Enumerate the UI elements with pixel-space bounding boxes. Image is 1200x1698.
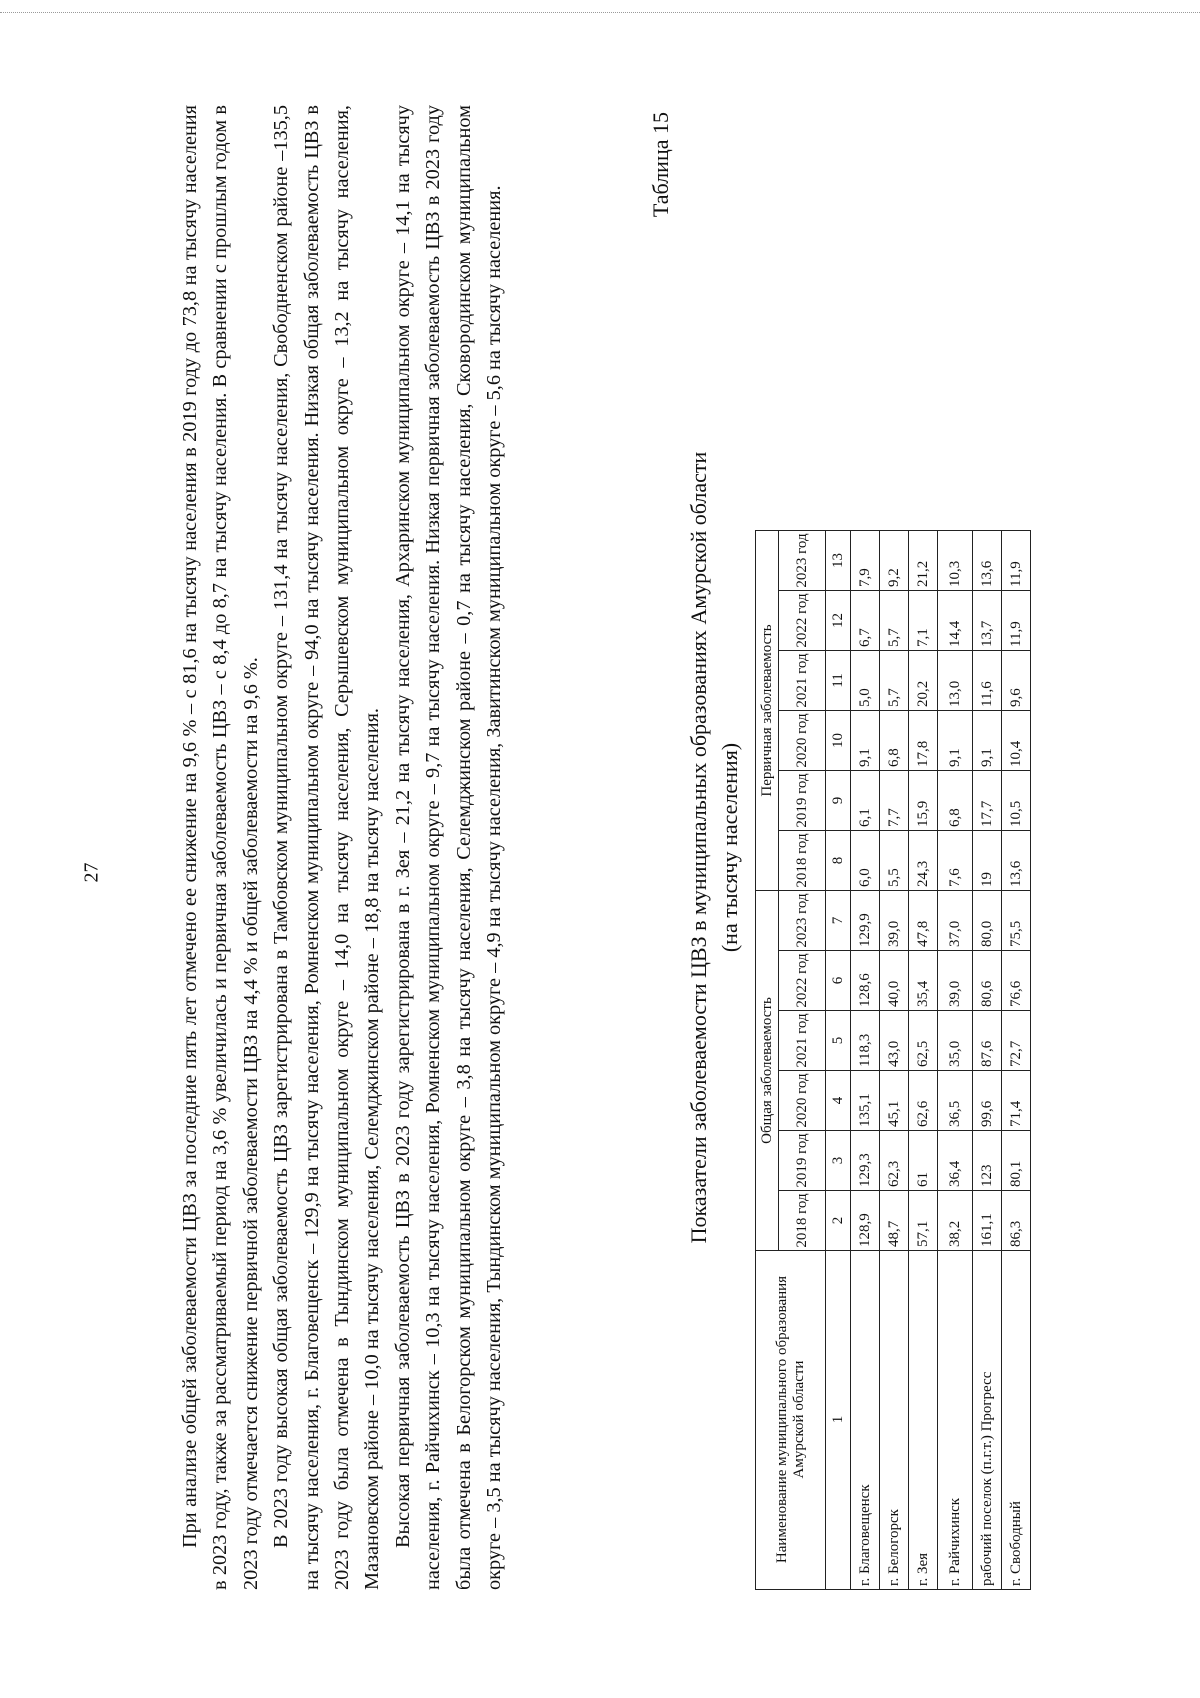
- table-cell: 7,6: [938, 831, 973, 891]
- table-cell: 9,1: [938, 711, 973, 771]
- scan-edge-line: [0, 12, 1200, 13]
- table-cell: 38,2: [938, 1191, 973, 1251]
- body-text: [175, 105, 509, 1590]
- table-cell: 17,7: [973, 771, 1002, 831]
- table-caption-units: (на тысячу населения): [717, 742, 742, 953]
- municipality-name: г. Зея: [909, 1251, 938, 1590]
- paragraph: При анализе общей заболеваемости ЦВЗ за последние пять лет отмечено ее снижение на 9,6 % – с 81,6 на тысячу населения в 2019 году до 73,8 на тысячу населения в 2023 году, также за рассматриваемый период на 3,6 % увеличилась и первичная заболеваемость ЦВЗ – с 8,4 до 8,7 на тысячу населения. В сравнении с прошлым годом в 2023 году отмечается снижение первичной заболеваемости ЦВЗ на 4,4 % и общей заболеваемости на 9,6 %.: [179, 105, 262, 1590]
- primary-morbidity-header: Первичная заболеваемость: [756, 531, 779, 891]
- total-morbidity-header: Общая заболеваемость: [756, 891, 779, 1251]
- table-cell: 9,6: [1002, 651, 1031, 711]
- rotated-page-content: [175, 50, 1125, 1590]
- column-number: 4: [826, 1071, 851, 1131]
- table-cell: 35,4: [909, 951, 938, 1011]
- table-cell: 11,9: [1002, 591, 1031, 651]
- table-column-numbers-row: [826, 531, 851, 1590]
- year-header: 2023 год: [779, 531, 826, 591]
- table-group-header-row: [756, 531, 779, 1590]
- table-cell: 71,4: [1002, 1071, 1031, 1131]
- table-cell: 99,6: [973, 1071, 1002, 1131]
- table-cell: 129,3: [851, 1131, 880, 1191]
- column-number: 8: [826, 831, 851, 891]
- table-cell: 10,3: [938, 531, 973, 591]
- table-cell: 6,8: [938, 771, 973, 831]
- table-row: [973, 531, 1002, 1590]
- table-cell: 17,8: [909, 711, 938, 771]
- table-cell: 80,0: [973, 891, 1002, 951]
- table-cell: 6,1: [851, 771, 880, 831]
- table-cell: 48,7: [880, 1191, 909, 1251]
- table-cell: 40,0: [880, 951, 909, 1011]
- table-cell: 5,7: [880, 591, 909, 651]
- year-header: 2019 год: [779, 771, 826, 831]
- table-cell: 43,0: [880, 1011, 909, 1071]
- table-cell: 9,1: [851, 711, 880, 771]
- table-cell: 36,5: [938, 1071, 973, 1131]
- table-cell: 6,7: [851, 591, 880, 651]
- table-cell: 161,1: [973, 1191, 1002, 1251]
- table-cell: 21,2: [909, 531, 938, 591]
- table-cell: 129,9: [851, 891, 880, 951]
- name-column-header: Наименование муниципального образования Амурской области: [756, 1251, 826, 1590]
- table-cell: 11,6: [973, 651, 1002, 711]
- table-cell: 9,1: [973, 711, 1002, 771]
- table-row: [880, 531, 909, 1590]
- table-caption: [683, 105, 745, 1590]
- table-cell: 62,6: [909, 1071, 938, 1131]
- table-cell: 128,9: [851, 1191, 880, 1251]
- year-header: 2019 год: [779, 1131, 826, 1191]
- table-cell: 6,8: [880, 711, 909, 771]
- table-cell: 80,6: [973, 951, 1002, 1011]
- table-cell: 35,0: [938, 1011, 973, 1071]
- table-cell: 128,6: [851, 951, 880, 1011]
- table-cell: 39,0: [880, 891, 909, 951]
- table-cell: 10,4: [1002, 711, 1031, 771]
- table-cell: 7,7: [880, 771, 909, 831]
- table-cell: 45,1: [880, 1071, 909, 1131]
- table-cell: 6,0: [851, 831, 880, 891]
- column-number: 10: [826, 711, 851, 771]
- table-cell: 5,7: [880, 651, 909, 711]
- table-cell: 15,9: [909, 771, 938, 831]
- morbidity-table: [755, 530, 1031, 1590]
- table-number-label: Таблица 15: [648, 112, 673, 218]
- column-number: 1: [826, 1251, 851, 1590]
- year-header: 2020 год: [779, 1071, 826, 1131]
- column-number: 6: [826, 951, 851, 1011]
- table-cell: 87,6: [973, 1011, 1002, 1071]
- municipality-name: г. Благовещенск: [851, 1251, 880, 1590]
- municipality-name: г. Белогорск: [880, 1251, 909, 1590]
- table-cell: 47,8: [909, 891, 938, 951]
- table-cell: 80,1: [1002, 1131, 1031, 1191]
- table-cell: 19: [973, 831, 1002, 891]
- table-cell: 13,6: [1002, 831, 1031, 891]
- table-cell: 75,5: [1002, 891, 1031, 951]
- table-cell: 13,7: [973, 591, 1002, 651]
- table-cell: 24,3: [909, 831, 938, 891]
- table-cell: 7,1: [909, 591, 938, 651]
- column-number: 2: [826, 1191, 851, 1251]
- table-cell: 36,4: [938, 1131, 973, 1191]
- table-cell: 5,0: [851, 651, 880, 711]
- year-header: 2023 год: [779, 891, 826, 951]
- table-cell: 62,5: [909, 1011, 938, 1071]
- table-cell: 10,5: [1002, 771, 1031, 831]
- table-cell: 62,3: [880, 1131, 909, 1191]
- table-cell: 14,4: [938, 591, 973, 651]
- column-number: 3: [826, 1131, 851, 1191]
- table-cell: 9,2: [880, 531, 909, 591]
- table-cell: 135,1: [851, 1071, 880, 1131]
- year-header: 2022 год: [779, 951, 826, 1011]
- year-header: 2020 год: [779, 711, 826, 771]
- column-number: 7: [826, 891, 851, 951]
- table-cell: 37,0: [938, 891, 973, 951]
- table-cell: 20,2: [909, 651, 938, 711]
- table-cell: 72,7: [1002, 1011, 1031, 1071]
- column-number: 9: [826, 771, 851, 831]
- year-header: 2022 год: [779, 591, 826, 651]
- table-cell: 61: [909, 1131, 938, 1191]
- column-number: 5: [826, 1011, 851, 1071]
- table-cell: 39,0: [938, 951, 973, 1011]
- municipality-name: рабочий поселок (п.г.т.) Прогресс: [973, 1251, 1002, 1590]
- table-cell: 11,9: [1002, 531, 1031, 591]
- page-number: 27: [80, 862, 103, 883]
- table-row: [851, 531, 880, 1590]
- column-number: 11: [826, 651, 851, 711]
- table-cell: 76,6: [1002, 951, 1031, 1011]
- year-header: 2021 год: [779, 651, 826, 711]
- municipality-name: г. Райчихинск: [938, 1251, 973, 1590]
- table-cell: 123: [973, 1131, 1002, 1191]
- table-cell: 7,9: [851, 531, 880, 591]
- column-number: 13: [826, 531, 851, 591]
- year-header: 2021 год: [779, 1011, 826, 1071]
- table-cell: 86,3: [1002, 1191, 1031, 1251]
- paragraph: Высокая первичная заболеваемость ЦВЗ в 2023 году зарегистрирована в г. Зея – 21,2 на тысячу населения, Архаринском муниципальном округе – 14,1 на тысячу населения, г. Райчихинск – 10,3 на тысячу населения, Ромненском муниципальном округе – 9,7 на тысячу населения. Низкая первичная заболеваемость ЦВЗ в 2023 году была отмечена в Белогорском муниципальном округе – 3,8 на тысячу населения, Селемджинском районе – 0,7 на тысячу населения, Сковородинском муниципальном округе – 3,5 на тысячу населения, Тындинском муниципальном округе – 4,9 на тысячу населения, Завитинском муниципальном округе – 5,6 на тысячу населения.: [391, 105, 506, 1590]
- table-row: [938, 531, 973, 1590]
- paragraph: В 2023 году высокая общая заболеваемость ЦВЗ зарегистрирована в Тамбовском муниципальном округе – 131,4 на тысячу населения, Свободненском районе –135,5 на тысячу населения, г. Благовещенск – 129,9 на тысячу населения, Ромненском муниципальном округе – 94,0 на тысячу населения. Низкая общая заболеваемость ЦВЗ в 2023 году была отмечена в Тындинском муниципальном округе – 14,0 на тысячу населения, Серышевском муниципальном округе – 13,2 на тысячу населения, Мазановском районе – 10,0 на тысячу населения, Селемджинском районе – 18,8 на тысячу населения.: [270, 105, 384, 1590]
- table-row: [909, 531, 938, 1590]
- table-cell: 118,3: [851, 1011, 880, 1071]
- table-cell: 13,0: [938, 651, 973, 711]
- column-number: 12: [826, 591, 851, 651]
- table-row: [1002, 531, 1031, 1590]
- table-caption-title: Показатели заболеваемости ЦВЗ в муниципальных образованиях Амурской области: [686, 451, 711, 1244]
- year-header: 2018 год: [779, 831, 826, 891]
- municipality-name: г. Свободный: [1002, 1251, 1031, 1590]
- table-cell: 57,1: [909, 1191, 938, 1251]
- table-cell: 13,6: [973, 531, 1002, 591]
- year-header: 2018 год: [779, 1191, 826, 1251]
- table-cell: 5,5: [880, 831, 909, 891]
